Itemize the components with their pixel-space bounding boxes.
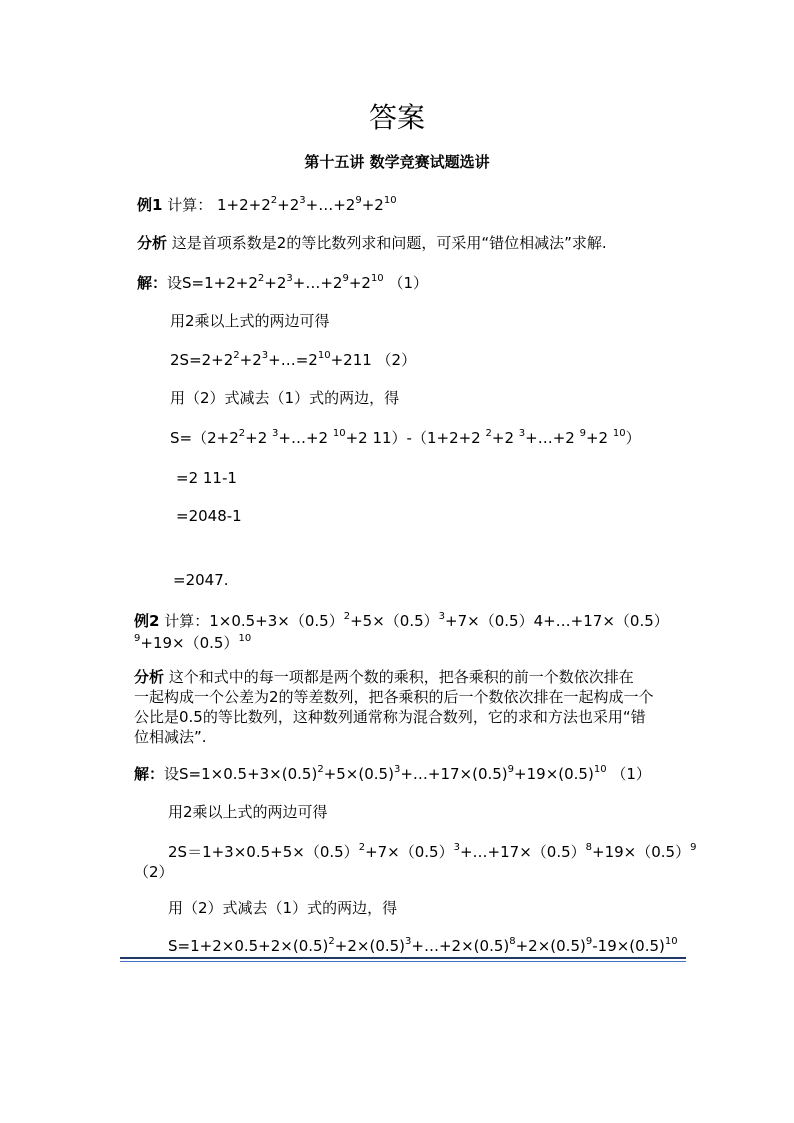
solution-1-line-2: 用2乘以上式的两边可得 — [170, 312, 330, 330]
example-1-expression: $1+2+2^2+2^3+\dots+2^9+2^{10}$ — [217, 195, 397, 214]
analysis-2-line-2: 一起构成一个公差为2的等差数列，把各乘积的后一个数依次排在一起构成一个 — [134, 688, 654, 706]
analysis-2-line-1: 分析 这个和式中的每一项都是两个数的乘积，把各乘积的前一个数依次排在 — [134, 668, 634, 686]
example-2-label: 例2 — [134, 612, 160, 630]
solution-1-line-3: $2S=2+2^2+2^3+\dots=2^{10}+211$ （2） — [170, 350, 417, 369]
solution-2-line-6: $S=1+2\times 0.5+2\times(0.5)^2+2\times(0.5)^3+\dots+2\times(0.5)^8+2\times(0.5)^9-19\times(0.5)^{10}$ — [168, 936, 678, 955]
analysis-2-label: 分析 — [134, 668, 165, 686]
solution-1-line-6: =2 11-1 — [176, 469, 237, 487]
example-1-prompt: 计算： — [167, 196, 213, 214]
analysis-1-label: 分析 — [137, 234, 168, 252]
example-1-line — [137, 195, 397, 215]
solution-1-line-5: $S=(2+2^2+2$ $^3$+…+2 $^{10}$+2 11）-（1+2+2 $^2$+2 $^3$+…+2 $^9$+2 $^{10}$） — [170, 428, 641, 447]
solution-1-line-7: =2048-1 — [176, 507, 242, 525]
example-2-line-2: $^9+19\times(0.5)^{10}$ — [134, 633, 252, 652]
analysis-2-line-4: 位相减法”. — [134, 728, 207, 746]
bottom-divider-accent — [120, 961, 686, 962]
solution-1-line-1: 解：设$S=1+2+2^2+2^3+\dots+2^9+2^{10}$ （1） — [137, 273, 428, 292]
lecture-subtitle: 第十五讲 数学竞赛试题选讲 — [304, 153, 490, 171]
solution-2-line-5: 用（2）式减去（1）式的两边，得 — [168, 899, 398, 917]
page-title: 答案 — [368, 101, 425, 134]
solution-1-line-8: =2047. — [173, 571, 229, 589]
solution-1-label: 解： — [137, 274, 168, 292]
solution-2-line-2: 用2乘以上式的两边可得 — [168, 803, 328, 821]
solution-2-label: 解： — [134, 765, 165, 783]
solution-2-line-1: 解：设$S=1\times 0.5+3\times(0.5)^2+5\times(0.5)^3+\dots+17\times(0.5)^9+19\times(0.5)^{10}$ （1） — [134, 764, 651, 783]
solution-2-line-3: $2S=1+3\times 0.5+5\times(0.5)^2+7\times(0.5)^3+\dots+17\times(0.5)^8+19\times(0.5)^9$ — [168, 842, 697, 861]
analysis-1-line — [137, 233, 607, 253]
solution-1-line-4: 用（2）式减去（1）式的两边，得 — [170, 389, 400, 407]
analysis-2-line-3: 公比是0.5的等比数列，这种数列通常称为混合数列，它的求和方法也采用“错 — [134, 708, 646, 726]
solution-2-line-4: （2） — [134, 863, 174, 881]
analysis-1-text: 这是首项系数是2的等比数列求和问题，可采用“错位相减法”求解. — [171, 234, 607, 252]
bottom-divider — [120, 957, 686, 959]
example-1-label: 例1 — [137, 196, 163, 214]
example-2-line-1: 例2 计算：$1\times 0.5+3\times(0.5)^2+5\times(0.5)^3+7\times(0.5)4+\dots+17\times(0.5)$ — [134, 611, 669, 630]
